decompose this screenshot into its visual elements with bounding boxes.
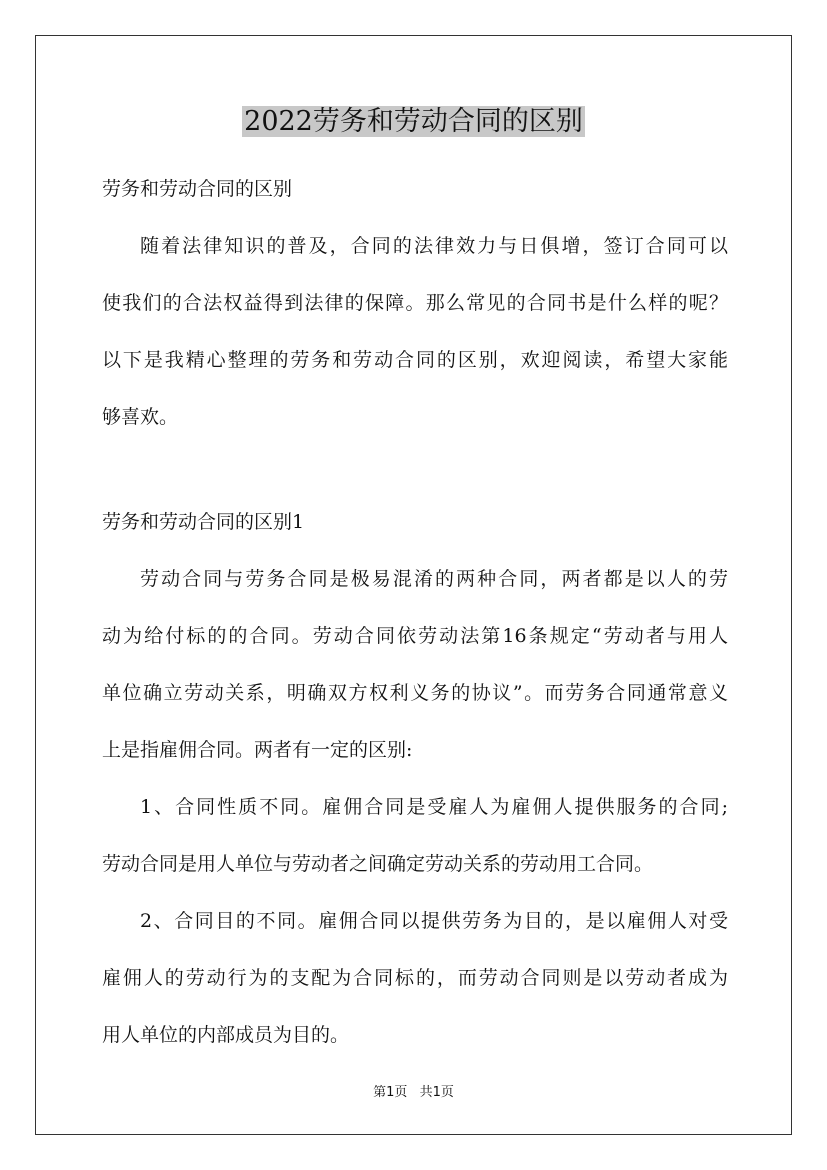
section-line: 1、合同性质不同。雇佣合同是受雇人为雇佣人提供服务的合同;: [140, 796, 728, 818]
section-line: 劳动合同是用人单位与劳动者之间确定劳动关系的劳动用工合同。: [102, 853, 654, 875]
section-line: 2、合同目的不同。雇佣合同以提供劳务为目的，是以雇佣人对受: [140, 910, 728, 932]
intro-line: 以下是我精心整理的劳务和劳动合同的区别，欢迎阅读，希望大家能: [102, 349, 728, 371]
intro-line: 够喜欢。: [102, 406, 179, 428]
paragraph-gap: [102, 461, 728, 509]
section-line: 劳动合同与劳务合同是极易混淆的两种合同，两者都是以人的劳: [140, 568, 728, 590]
section-line: 雇佣人的劳动行为的支配为合同标的，而劳动合同则是以劳动者成为: [102, 967, 728, 989]
page-number: 第1页: [373, 1085, 408, 1100]
section-line: 上是指雇佣合同。两者有一定的区别:: [102, 739, 413, 761]
section-line: 用人单位的内部成员为目的。: [102, 1024, 350, 1046]
document-title-text: 2022劳务和劳动合同的区别: [244, 106, 583, 137]
section-heading: 劳务和劳动合同的区别1: [102, 511, 305, 533]
intro-line: 随着法律知识的普及，合同的法律效力与日俱增，签订合同可以: [140, 235, 728, 257]
document-body: [102, 176, 728, 1079]
subtitle: 劳务和劳动合同的区别: [102, 178, 293, 200]
section-line: 动为给付标的的合同。劳动合同依劳动法第16条规定“劳动者与用人: [102, 625, 728, 647]
section-line: 单位确立劳动关系，明确双方权利义务的协议”。而劳务合同通常意义: [102, 682, 728, 704]
page-total: 共1页: [419, 1085, 454, 1100]
intro-line: 使我们的合法权益得到法律的保障。那么常见的合同书是什么样的呢？: [102, 292, 728, 314]
document-title: [0, 102, 827, 142]
page-footer: [0, 1085, 827, 1101]
